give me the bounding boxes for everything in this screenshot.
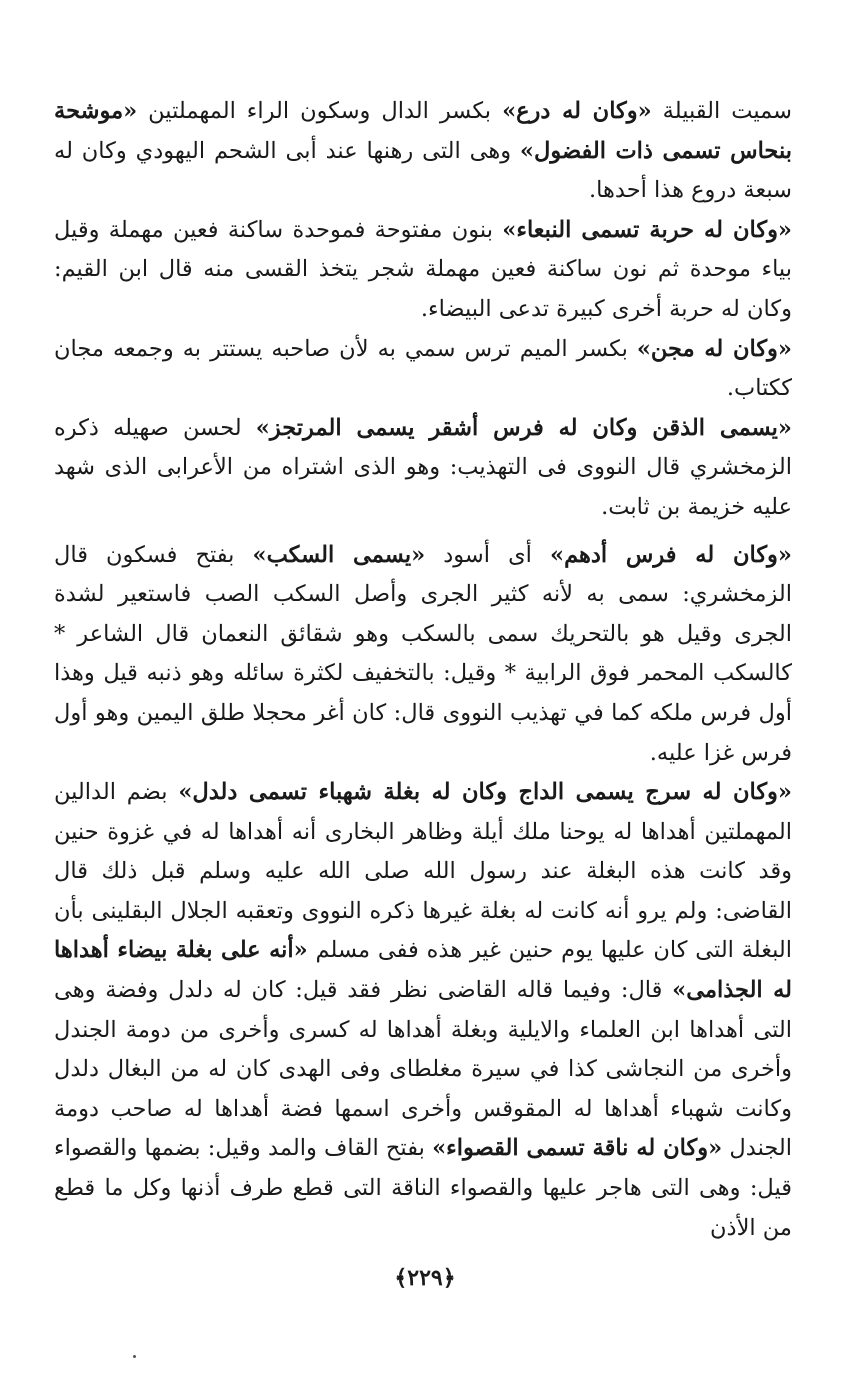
text-run: أى أسود (425, 541, 550, 568)
text-run: بفتح القاف والمد وقيل: بضمها والقصواء قيل: وهى التى هاجر عليها والقصواء الناقة التى قطع طرف أذنها وكل ما قطع من الأذن (54, 1135, 792, 1241)
bold-phrase: «يسمى السكب» (252, 541, 426, 568)
text-run: وهى التى رهنها عند أبى الشحم اليهودي وكان له سبعة دروع هذا أحدها. (54, 137, 792, 204)
bold-phrase: «أنه على بغلة بيضاء أهداها له الجذامى» (54, 937, 793, 1004)
paragraph (54, 330, 792, 409)
page-body-text (54, 92, 792, 1248)
text-run: بكسر الدال وسكون الراء المهملتين (137, 98, 503, 124)
text-run: بكسر الميم ترس سمي به لأن صاحبه يستتر به وجمعه مجان ككتاب. (54, 335, 792, 402)
text-run: بنون مفتوحة فموحدة ساكنة فعين مهملة وقيل بياء موحدة ثم نون ساكنة فعين مهملة شجر يتخذ القسى منه قال ابن القيم: وكان له حربة أخرى كبيرة تدعى البيضاء. (54, 216, 792, 322)
page-number: ﴿٢٢٩﴾ (394, 1265, 456, 1291)
bold-phrase: «يسمى الذقن وكان له فرس أشقر يسمى المرتجز» (255, 414, 792, 441)
stray-dot-mark (133, 1355, 136, 1358)
paragraph (54, 773, 792, 1248)
paragraph (54, 536, 792, 774)
bold-phrase: «وكان له حربة تسمى النبعاء» (502, 216, 792, 243)
text-run: سميت القبيلة (651, 98, 792, 124)
paragraph (54, 409, 792, 528)
paragraph (54, 211, 792, 330)
bold-phrase: «موشحة بنحاس تسمى ذات الفضول» (54, 98, 792, 164)
text-run: قال: وفيما قاله القاضى نظر فقد قيل: كان له دلدل وفضة وهى التى أهداها ابن العلماء والايلية وبغلة أهداها له كسرى وأخرى من دومة الجندل وأخرى من النجاشى كذا في سيرة مغلطاى وفى الهدى كان له من البغال دلدل وكانت شهباء أهداها له المقوقس وأخرى اسمها فضة أهداها له صاحب دومة الجندل (54, 977, 792, 1162)
bold-phrase: «وكان له فرس أدهم» (550, 541, 792, 568)
bold-phrase: «وكان له درع» (502, 98, 652, 124)
bold-phrase: «وكان له ناقة تسمى القصواء» (432, 1135, 723, 1162)
bold-phrase: «وكان له مجن» (636, 335, 792, 362)
text-run: * كالسكب المحمر فوق الرابية * وقيل: بالتخفيف لكثرة سائله وهو ذنبه قيل وهذا أول فرس ملكه كما في تهذيب النووى قال: كان أغر محجلا طلق اليمين وهو أول فرس غزا عليه. (54, 620, 792, 766)
bold-phrase: «وكان له سرج يسمى الداج وكان له بغلة شهباء تسمى دلدل» (178, 779, 792, 806)
text-run: لحسن صهيله ذكره الزمخشري قال النووى فى التهذيب: وهو الذى اشتراه من الأعرابى الذى شهد عليه خزيمة بن ثابت. (54, 414, 792, 520)
paragraph (54, 92, 792, 211)
text-run: بضم الدالين المهملتين أهداها له يوحنا ملك أيلة وظاهر البخارى أنه أهداها له في غزوة حنين وقد كانت هذه البغلة عند رسول الله صلى الله عليه وسلم قبل ذلك قال القاضى: ولم يرو أنه كانت له بغلة غيرها ذكره النووى وتعقبه الجلال البقلينى بأن البغلة التى كان عليها يوم حنين غير هذه ففى مسلم (54, 779, 792, 964)
text-run: بفتح فسكون قال الزمخشري: سمى به لأنه كثير الجرى وأصل السكب الصب فاستعير لشدة الجرى وقيل هو بالتحريك سمى بالسكب وهو شقائق النعمان قال الشاعر (54, 541, 792, 647)
